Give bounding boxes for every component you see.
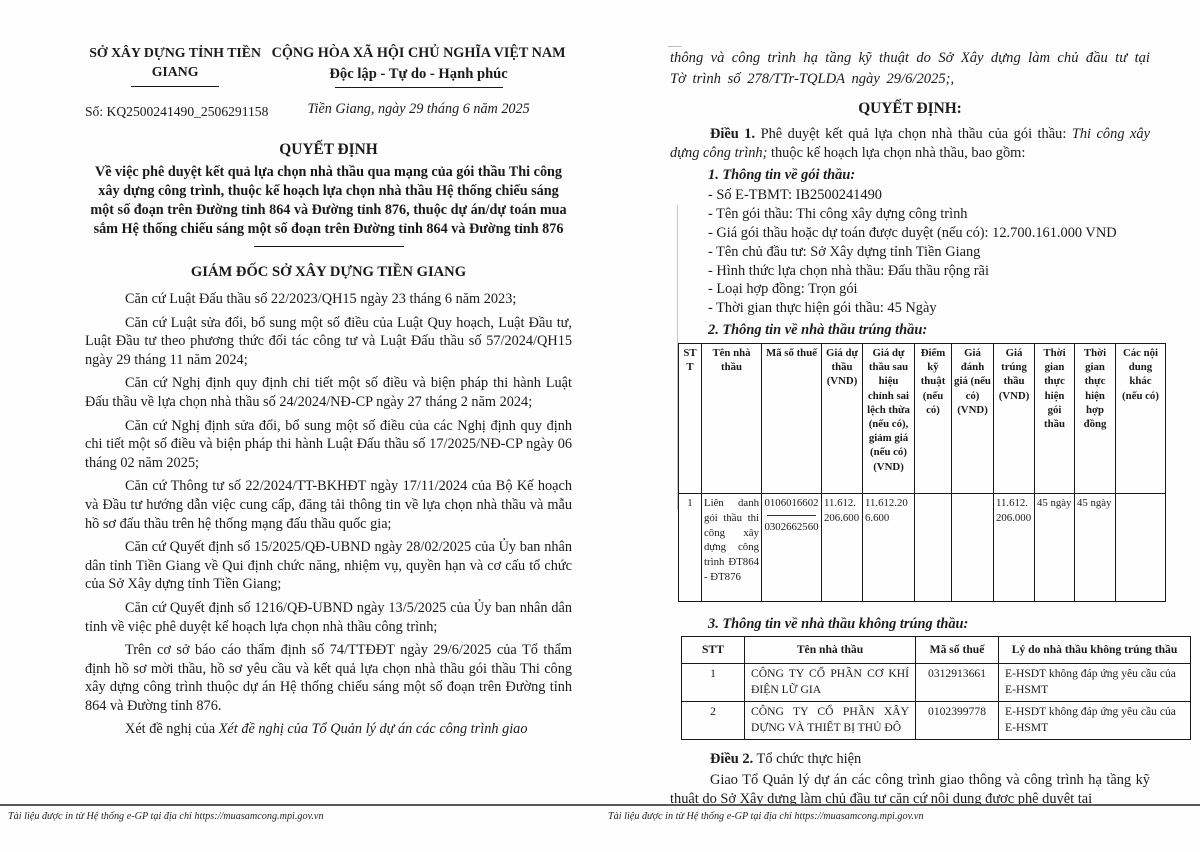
document-number: Số: KQ2500241490_2506291158	[85, 104, 269, 119]
col-contractor: Tên nhà thầu	[745, 636, 916, 663]
loser-table	[681, 636, 1191, 740]
article-1-label: Điều 1.	[710, 126, 756, 142]
paragraph: Trên cơ sở báo cáo thẩm định số 74/TTĐĐT ngày 29/6/2025 của Tổ thẩm định hồ sơ mời thầu, hồ sơ yêu cầu và kết quả lựa chọn nhà thầu gói thầu Thi công xây dựng công trình thuộc dự án Hệ thống chiếu sáng một số đoạn trên Đường tỉnh 864 và Đường tỉnh 876.	[85, 642, 572, 714]
col-tax-code: Mã số thuế	[916, 636, 999, 663]
cell-bid-price: 11.612.206.600	[822, 493, 863, 601]
list-item: - Hình thức lựa chọn nhà thầu: Đấu thầu rộng rãi	[708, 262, 989, 279]
cell-reason: E-HSDT không đáp ứng yêu cầu của E-HSMT	[999, 663, 1191, 701]
list-item: - Giá gói thầu hoặc dự toán được duyệt (nếu có): 12.700.161.000 VND	[708, 225, 1117, 241]
paragraph: Căn cứ Nghị định quy định chi tiết một số điều và biện pháp thi hành Luật Đấu thầu về lựa chọn nhà thầu số 24/2024/NĐ-CP ngày 27 tháng 2 năm 2024;	[85, 375, 572, 410]
document-header	[85, 44, 572, 120]
decision-subject: Về việc phê duyệt kết quả lựa chọn nhà thầu qua mạng của gói thầu Thi công xây dựng công trình, thuộc kế hoạch lựa chọn nhà thầu Hệ thống chiếu sáng một số đoạn trên Đường tỉnh 864 và Đường tỉnh 876, thuộc dự án/dự toán mua sắm Hệ thống chiếu sáng một số đoạn trên Đường tỉnh 864 và Đường tỉnh 876	[90, 164, 567, 237]
cell-contractor: Liên danh gói thầu thi công xây dựng công trình ĐT864 - ĐT876	[702, 493, 762, 601]
paragraph: Căn cứ Quyết định số 15/2025/QĐ-UBND ngày 28/02/2025 của Ủy ban nhân dân tỉnh Tiền Giang về Qui định chức năng, nhiệm vụ, quyền hạn và cơ cấu tổ chức của Sở Xây dựng tỉnh Tiền Giang;	[85, 539, 572, 593]
cell-stt: 1	[682, 663, 745, 701]
page-2-footer	[600, 804, 1200, 822]
list-item: - Thời gian thực hiện gói thầu: 45 Ngày	[708, 300, 937, 317]
article-2-label: Điều 2.	[710, 750, 754, 767]
tax-code-2: 0302662560	[764, 520, 819, 533]
page-1-content	[85, 44, 572, 744]
col-technical-score: Điểm kỹ thuật (nếu có)	[915, 343, 952, 493]
national-motto: Độc lập - Tự do - Hạnh phúc	[329, 66, 508, 82]
col-stt: STT	[682, 636, 745, 663]
col-winning-price: Giá trúng thầu (VND)	[994, 343, 1035, 493]
proposal-italic: Xét đề nghị của Tổ Quản lý dự án các công trình giao	[218, 721, 528, 738]
article-1-paragraph	[670, 125, 1150, 163]
closing-paragraph: Giao Tổ Quản lý dự án các công trình giao thông và công trình hạ tầng kỹ thuật do Sở Xây dựng làm chủ đầu tư căn cứ nội dung được phê duyệt tại	[670, 772, 1150, 808]
place-dateline: Tiền Giang, ngày 29 tháng 6 năm 2025	[307, 101, 530, 117]
winner-table-row	[679, 493, 1166, 601]
section-3-title: 3. Thông tin về nhà thầu không trúng thầu:	[708, 615, 969, 632]
cell-stt: 2	[682, 701, 745, 739]
col-stt: STT	[679, 343, 702, 493]
col-reason: Lý do nhà thầu không trúng thầu	[999, 636, 1191, 663]
list-item: - Tên gói thầu: Thi công xây dựng công trình	[708, 206, 968, 223]
national-title: CỘNG HÒA XÃ HỘI CHỦ NGHĨA VIỆT NAM	[271, 45, 566, 61]
col-bid-price: Giá dự thầu (VND)	[822, 343, 863, 493]
footer-divider	[0, 804, 600, 806]
footer-note: Tài liệu được in từ Hệ thống e-GP tại địa chỉ https://muasamcong.mpi.gov.vn	[608, 811, 924, 822]
col-other: Các nội dung khác (nếu có)	[1116, 343, 1166, 493]
header-left-column	[85, 44, 269, 120]
col-contract-duration: Thời gian thực hiện hợp đồng	[1075, 343, 1116, 493]
paragraph: Căn cứ Luật Đấu thầu số 22/2023/QH15 ngày 23 tháng 6 năm 2023;	[125, 291, 517, 307]
list-item: - Tên chủ đầu tư: Sở Xây dựng tỉnh Tiền Giang	[708, 243, 981, 260]
loser-table-row	[682, 701, 1191, 739]
paragraph: Căn cứ Quyết định số 1216/QĐ-UBND ngày 13/5/2025 của Ủy ban nhân dân tỉnh về việc phê duyệt kế hoạch lựa chọn nhà thầu công trình;	[85, 599, 572, 635]
col-evaluated-price: Giá đánh giá (nếu có) (VND)	[952, 343, 994, 493]
cell-other	[1116, 493, 1166, 601]
cell-tax-code: 0312913661	[916, 663, 999, 701]
col-corrected-price: Giá dự thầu sau hiệu chỉnh sai lệch thừa (nếu có), giảm giá (nếu có) (VND)	[863, 343, 915, 493]
cell-evaluated-price	[952, 493, 994, 601]
cell-corrected-price: 11.612.206.600	[863, 493, 915, 601]
cell-stt: 1	[679, 493, 702, 601]
article-2-paragraph	[670, 750, 1150, 769]
loser-table-row	[682, 663, 1191, 701]
paragraph: Căn cứ Thông tư số 22/2024/TT-BKHĐT ngày 17/11/2024 của Bộ Kế hoạch và Đầu tư hướng dẫn việc cung cấp, đăng tải thông tin về lựa chọn nhà thầu và mẫu hồ sơ đấu thầu trên hệ thống mạng đấu thầu quốc gia;	[85, 478, 572, 532]
motto-underline	[335, 87, 503, 88]
page-2	[600, 0, 1200, 852]
footer-divider	[600, 804, 1200, 806]
col-tax-code: Mã số thuế	[762, 343, 822, 493]
issuing-org-name: SỞ XÂY DỰNG TỈNH TIỀN GIANG	[89, 45, 261, 79]
cell-technical-score	[915, 493, 952, 601]
decision-heading: QUYẾT ĐỊNH:	[858, 100, 962, 117]
winner-table-header-row	[679, 343, 1166, 493]
article-2-text: Tổ chức thực hiện	[753, 750, 862, 767]
section-1-title: 1. Thông tin về gói thầu:	[708, 167, 856, 184]
authority-line: GIÁM ĐỐC SỞ XÂY DỰNG TIỀN GIANG	[190, 264, 467, 280]
org-underline	[131, 86, 219, 87]
proposal-paragraph	[85, 720, 572, 739]
article-1-package-name: Thi công xây dựng công trình;	[670, 126, 1150, 162]
article-1-text-after: thuộc kế hoạch lựa chọn nhà thầu, bao gồm:	[767, 145, 1026, 162]
cell-tax-code: 0102399778	[916, 701, 999, 739]
article-1-text: Phê duyệt kết quả lựa chọn nhà thầu của gói thầu:	[755, 126, 1072, 142]
cell-reason: E-HSDT không đáp ứng yêu cầu của E-HSMT	[999, 701, 1191, 739]
col-package-duration: Thời gian thực hiện gói thầu	[1035, 343, 1075, 493]
cell-contractor: CÔNG TY CỔ PHẦN XÂY DỰNG VÀ THIẾT BỊ THỦ ĐÔ	[745, 701, 916, 739]
cell-tax-codes	[762, 493, 822, 601]
cell-contract-duration: 45 ngày	[1075, 493, 1116, 601]
list-item: - Số E-TBMT: IB2500241490	[708, 187, 882, 204]
loser-table-header-row	[682, 636, 1191, 663]
paragraph: Căn cứ Luật sửa đổi, bổ sung một số điều của Luật Quy hoạch, Luật Đầu tư, Luật Đầu tư theo phương thức đối tác công tư và Luật Đấu thầu số 57/2024/QH15 ngày 29 tháng 11 năm 2024;	[85, 314, 572, 368]
page-2-content	[670, 48, 1178, 810]
paragraph: Căn cứ Nghị định sửa đổi, bổ sung một số điều của các Nghị định quy định chi tiết một số điều và biện pháp thi hành Luật Đấu thầu số 17/2025/NĐ-CP ngày 06 tháng 02 năm 2025;	[85, 417, 572, 471]
decision-title: QUYẾT ĐỊNH	[279, 141, 378, 158]
cell-contractor: CÔNG TY CỔ PHẦN CƠ KHÍ ĐIỆN LỮ GIA	[745, 663, 916, 701]
list-item: - Loại hợp đồng: Trọn gói	[708, 281, 858, 298]
proposal-lead: Xét đề nghị của	[125, 721, 219, 738]
cell-winning-price: 11.612.206.000	[994, 493, 1035, 601]
continuation-paragraph: thông và công trình hạ tầng kỹ thuật do Sở Xây dựng làm chủ đầu tư tại Tờ trình số 278/TTr-TQLDA ngày 29/6/2025;,	[670, 50, 1150, 87]
footer-note: Tài liệu được in từ Hệ thống e-GP tại địa chỉ https://muasamcong.mpi.gov.vn	[8, 811, 324, 822]
col-contractor: Tên nhà thầu	[702, 343, 762, 493]
header-right-column	[265, 44, 572, 120]
winner-table	[678, 343, 1166, 602]
tax-code-divider	[767, 515, 815, 516]
section-2-title: 2. Thông tin về nhà thầu trúng thầu:	[708, 321, 928, 338]
scan-artifact-line	[677, 205, 678, 510]
scan-artifact-tick	[668, 46, 682, 47]
page-1-footer	[0, 804, 600, 822]
tax-code-1: 0106016602	[764, 496, 819, 509]
subject-underline	[254, 246, 404, 247]
cell-package-duration: 45 ngày	[1035, 493, 1075, 601]
